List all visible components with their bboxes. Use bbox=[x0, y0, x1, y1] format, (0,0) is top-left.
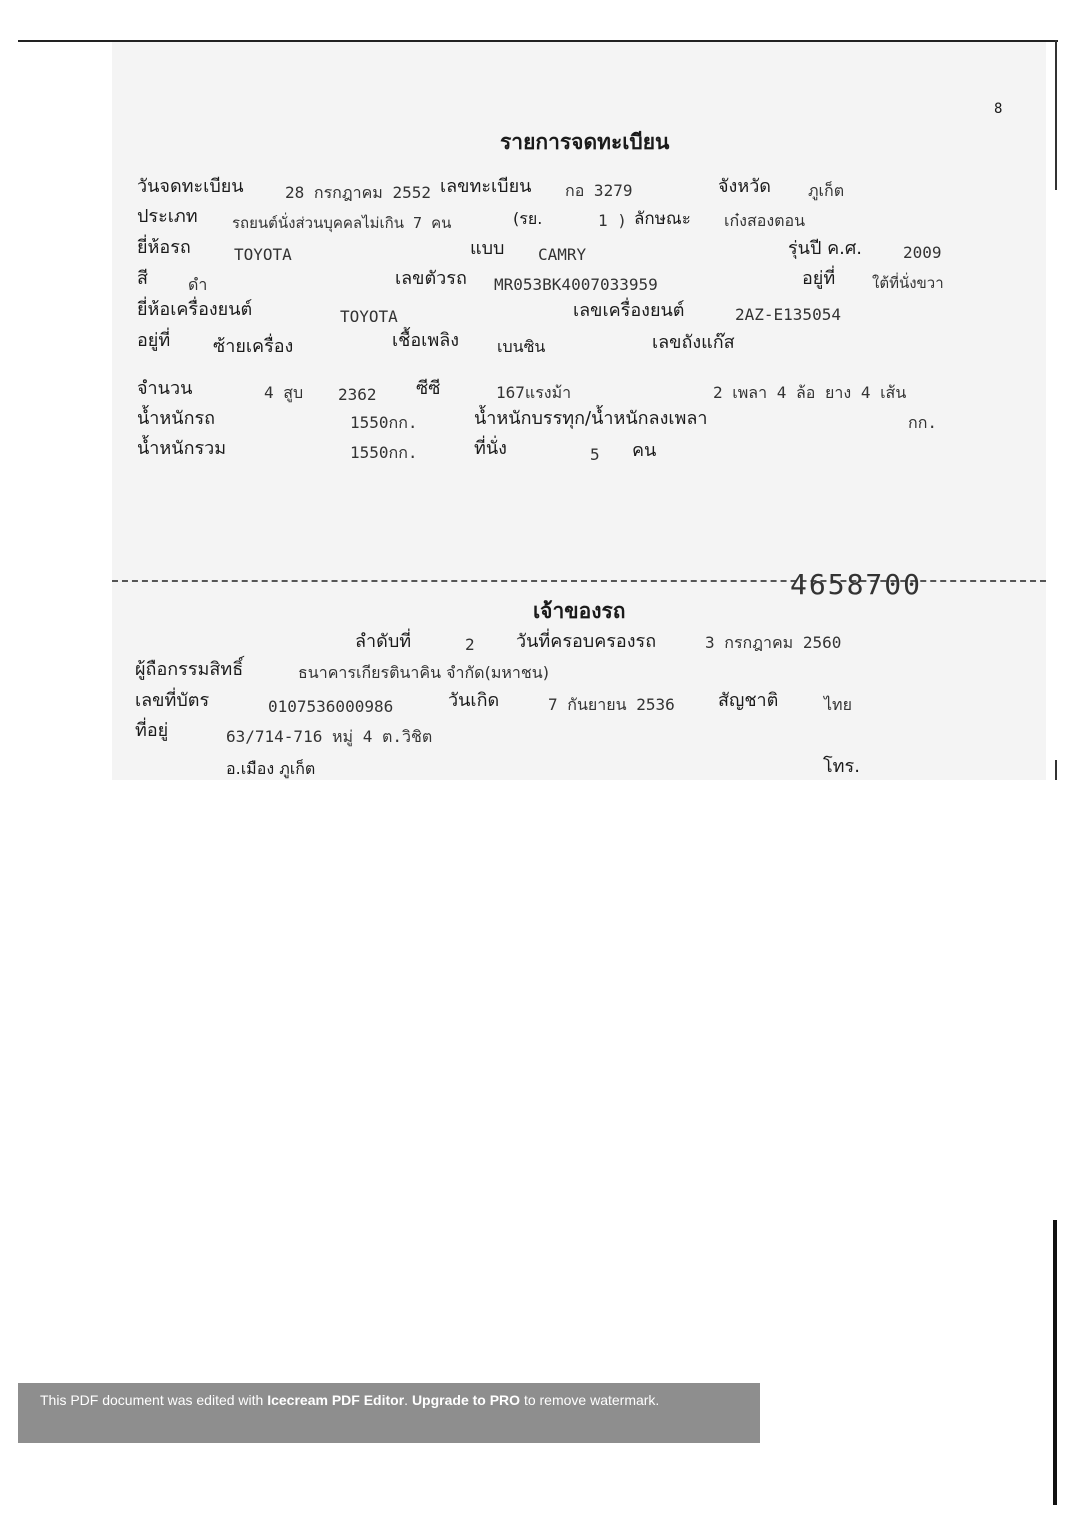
style-value: เก๋งสองตอน bbox=[724, 211, 806, 230]
total-weight-value: 1550กก. bbox=[350, 443, 418, 462]
province-value: ภูเก็ต bbox=[808, 181, 845, 200]
color-label: สี bbox=[137, 268, 148, 289]
possession-date-value: 3 กรกฎาคม 2560 bbox=[705, 633, 842, 652]
total-weight-label: น้ำหนักรวม bbox=[137, 438, 227, 459]
year-label: รุ่นปี ค.ศ. bbox=[788, 238, 863, 259]
owner-title: เจ้าของรถ bbox=[533, 598, 626, 623]
type-code-open: (รย. bbox=[513, 209, 543, 228]
type-code-value: 1 ) bbox=[598, 211, 627, 230]
watermark-prefix: This PDF document was edited with bbox=[40, 1392, 268, 1408]
cylinders-value: 4 สูบ bbox=[264, 383, 304, 402]
weight-value: 1550กก. bbox=[350, 413, 418, 432]
model-label: แบบ bbox=[470, 238, 505, 259]
seats-unit: คน bbox=[632, 440, 657, 461]
gas-tank-label: เลขถังแก๊ส bbox=[652, 332, 735, 353]
reg-date-value: 28 กรกฎาคม 2552 bbox=[285, 183, 432, 202]
brand-label: ยี่ห้อรถ bbox=[137, 237, 191, 258]
year-value: 2009 bbox=[903, 243, 942, 262]
type-label: ประเภท bbox=[137, 206, 198, 227]
type-value: รถยนต์นั่งส่วนบุคคลไม่เกิน 7 คน bbox=[232, 214, 452, 232]
address-line-1: 63/714-716 หมู่ 4 ต.วิชิต bbox=[226, 727, 433, 746]
watermark-banner bbox=[18, 1383, 760, 1443]
nationality-value: ไทย bbox=[824, 695, 852, 714]
order-label: ลำดับที่ bbox=[355, 631, 412, 652]
horsepower-value: 167แรงม้า bbox=[496, 383, 572, 402]
holder-label: ผู้ถือกรรมสิทธิ์ bbox=[135, 659, 244, 680]
seats-label: ที่นั่ง bbox=[474, 438, 507, 459]
count-label: จำนวน bbox=[137, 378, 193, 399]
cc-value: 2362 bbox=[338, 385, 377, 404]
brand-value: TOYOTA bbox=[234, 245, 292, 264]
order-value: 2 bbox=[465, 635, 475, 654]
province-label: จังหวัด bbox=[718, 176, 771, 197]
fuel-label: เชื้อเพลิง bbox=[392, 330, 460, 351]
engine-brand-value: TOYOTA bbox=[340, 307, 398, 326]
style-label: ลักษณะ bbox=[634, 209, 691, 229]
nationality-label: สัญชาติ bbox=[718, 690, 779, 711]
chassis-label: เลขตัวรถ bbox=[395, 268, 467, 289]
watermark-product: Icecream PDF Editor bbox=[267, 1392, 405, 1408]
document-right-border-lower bbox=[1055, 760, 1057, 780]
seats-value: 5 bbox=[590, 445, 600, 464]
watermark-middle: . bbox=[404, 1392, 412, 1408]
birth-date-label: วันเกิด bbox=[448, 690, 500, 711]
document-top-border bbox=[18, 40, 1058, 42]
watermark-suffix: to remove watermark. bbox=[520, 1392, 660, 1408]
phone-label: โทร. bbox=[823, 756, 860, 777]
load-label: น้ำหนักบรรทุก/น้ำหนักลงเพลา bbox=[474, 408, 708, 429]
document-serial-number bbox=[790, 568, 922, 584]
document-right-border bbox=[1055, 40, 1057, 190]
engine-location-value: ซ้ายเครื่อง bbox=[213, 336, 294, 357]
engine-number-value: 2AZ-E135054 bbox=[735, 305, 841, 324]
engine-brand-label: ยี่ห้อเครื่องยนต์ bbox=[137, 299, 253, 320]
card-number-label: เลขที่บัตร bbox=[135, 690, 210, 711]
possession-date-label: วันที่ครอบครองรถ bbox=[516, 631, 657, 652]
chassis-location-value: ใต้ที่นั่งขวา bbox=[872, 274, 944, 292]
plate-value: กอ 3279 bbox=[565, 181, 633, 200]
axles-value: 2 เพลา 4 ล้อ ยาง 4 เส้น bbox=[713, 383, 907, 402]
page-number: 8 bbox=[994, 101, 1003, 117]
color-value: ดำ bbox=[188, 275, 208, 294]
page-edge-bar bbox=[1053, 1220, 1057, 1505]
address-line-2: อ.เมือง ภูเก็ต bbox=[226, 759, 316, 778]
card-number-value: 0107536000986 bbox=[268, 697, 394, 716]
engine-location-label: อยู่ที่ bbox=[137, 330, 171, 351]
address-label: ที่อยู่ bbox=[135, 720, 169, 741]
reg-date-label: วันจดทะเบียน bbox=[137, 176, 244, 197]
load-unit: กก. bbox=[908, 413, 938, 432]
engine-number-label: เลขเครื่องยนต์ bbox=[573, 300, 685, 321]
fuel-value: เบนซิน bbox=[497, 337, 546, 356]
birth-date-value: 7 กันยายน 2536 bbox=[548, 695, 675, 714]
registration-title: รายการจดทะเบียน bbox=[500, 129, 670, 154]
chassis-value: MR053BK4007033959 bbox=[494, 275, 658, 294]
plate-label: เลขทะเบียน bbox=[440, 176, 532, 197]
holder-value: ธนาคารเกียรตินาคิน จำกัด(มหาชน) bbox=[298, 663, 549, 682]
weight-label: น้ำหนักรถ bbox=[137, 408, 216, 429]
watermark-upgrade-link[interactable]: Upgrade to PRO bbox=[411, 1392, 521, 1408]
cc-label: ซีซี bbox=[416, 378, 441, 399]
chassis-location-label: อยู่ที่ bbox=[802, 268, 836, 289]
model-value: CAMRY bbox=[538, 245, 587, 264]
